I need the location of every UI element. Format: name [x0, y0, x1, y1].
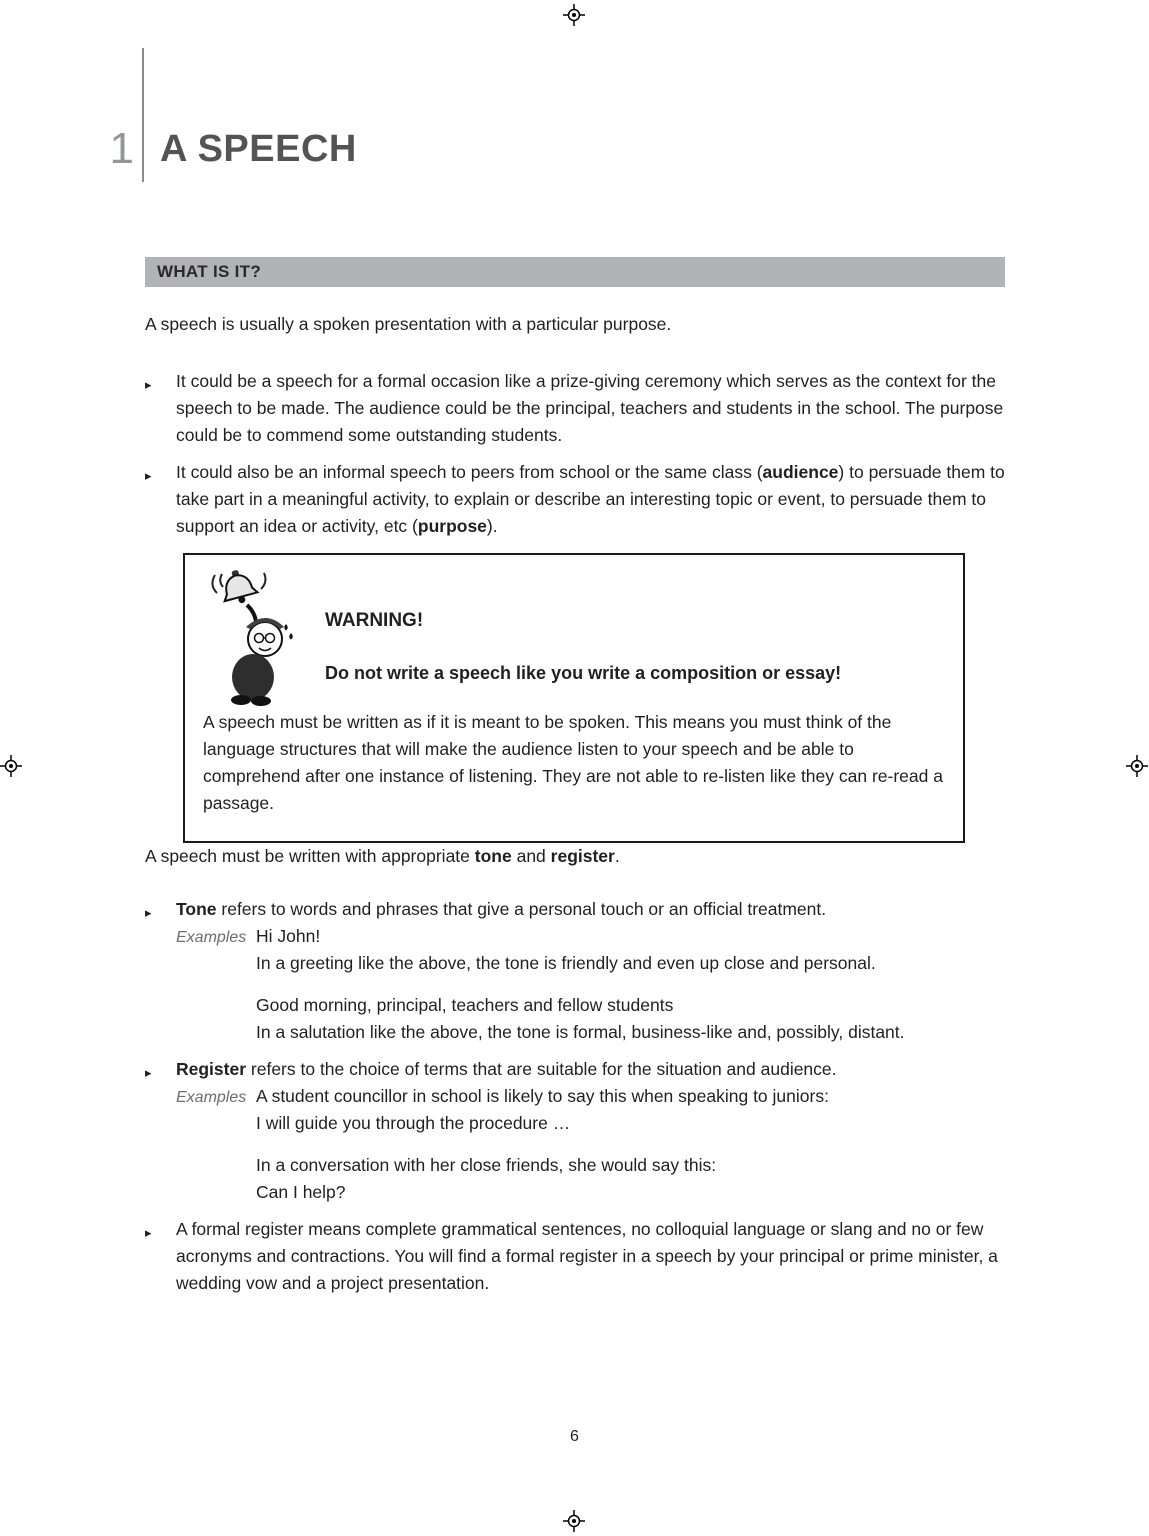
crosshair-icon — [1126, 755, 1148, 777]
paragraph-segment: A speech must be written with appropriate — [145, 846, 475, 866]
intro-paragraph: A speech is usually a spoken presentation with a particular purpose. — [145, 314, 672, 334]
bullet-text-segment: It could also be an informal speech to peers from school or the same class ( — [176, 462, 763, 482]
bullet-text: It could be a speech for a formal occasion like a prize-giving ceremony which serves as the context for the speech to be made. The audience could be the principal, teachers and students in the school. The purpose could be to commend some outstanding students. — [176, 371, 1004, 445]
examples-body — [256, 923, 1005, 1046]
tone-register-paragraph — [145, 843, 1005, 870]
chapter-number: 1 — [109, 124, 134, 173]
bullet-item-formal-occasion — [145, 368, 1005, 449]
examples-body — [256, 1083, 1005, 1206]
bullet-text: A formal register means complete grammatical sentences, no colloquial language or slang and no or few acronyms and contractions. You will find a formal register in a speech by your principal or prime minister, a wedding vow and a project presentation. — [176, 1219, 998, 1293]
paragraph-segment: and — [511, 846, 551, 866]
example-quote: I will guide you through the procedure … — [256, 1113, 571, 1133]
example-note: In a salutation like the above, the tone is formal, business-like and, possibly, distant. — [256, 1022, 905, 1042]
bullet-marker-icon: ▸ — [145, 1065, 152, 1080]
bullet-text-segment: ) to persuade them to take part in a meaningful activity, to explain or describe an interesting topic or event, to persuade them to support an idea or activity, etc ( — [176, 462, 1005, 536]
example-note: In a greeting like the above, the tone is friendly and even up close and personal. — [256, 953, 876, 973]
bell-ringer-cartoon-icon — [203, 567, 313, 707]
paragraph-segment: . — [614, 846, 620, 866]
bullet-text-bold-purpose: purpose — [417, 516, 487, 536]
warning-title: WARNING! — [325, 610, 424, 631]
warning-titles — [315, 567, 841, 709]
chapter-title: A SPEECH — [160, 128, 357, 170]
section-banner — [145, 257, 1005, 287]
bullet-text-segment: ). — [486, 516, 498, 536]
example-quote: Hi John! — [256, 926, 321, 946]
bullet-text-segment: refers to the choice of terms that are suitable for the situation and audience. — [246, 1059, 837, 1079]
warning-header — [203, 567, 943, 709]
page-number: 6 — [570, 1428, 579, 1445]
bullet-marker-icon: ▸ — [145, 377, 152, 392]
registration-mark-left — [0, 755, 22, 777]
bold-tone: tone — [474, 846, 512, 866]
chapter-divider — [142, 48, 144, 182]
registration-mark-top — [563, 4, 585, 26]
example-quote: Can I help? — [256, 1182, 346, 1202]
examples-block — [176, 923, 1005, 1046]
registration-mark-bottom — [563, 1510, 585, 1532]
bullet-item-tone — [145, 896, 1005, 1046]
bullet-item-formal-register — [145, 1216, 1005, 1297]
crosshair-icon — [0, 755, 22, 777]
section-banner-title: WHAT IS IT? — [157, 262, 262, 281]
bold-term-tone: Tone — [176, 899, 217, 919]
example-intro: In a conversation with her close friends, she would say this: — [256, 1155, 717, 1175]
registration-mark-right — [1126, 755, 1148, 777]
crosshair-icon — [563, 1510, 585, 1532]
bullet-text — [176, 1056, 1005, 1083]
examples-label: Examples — [176, 929, 247, 946]
bullet-marker-icon: ▸ — [145, 905, 152, 920]
bullet-item-register — [145, 1056, 1005, 1206]
bullet-text — [176, 459, 1005, 540]
bullet-text — [176, 896, 1005, 923]
bullet-item-informal-speech — [145, 459, 1005, 540]
bullet-content — [176, 1056, 1005, 1206]
example-quote: Good morning, principal, teachers and fellow students — [256, 995, 674, 1015]
bold-register: register — [550, 846, 615, 866]
warning-box — [183, 553, 965, 843]
bullet-text-bold-audience: audience — [762, 462, 839, 482]
example-intro: A student councillor in school is likely to say this when speaking to juniors: — [256, 1086, 829, 1106]
warning-subtitle: Do not write a speech like you write a composition or essay! — [325, 663, 842, 683]
bullet-marker-icon: ▸ — [145, 1225, 152, 1240]
bullet-marker-icon: ▸ — [145, 468, 152, 483]
page-content — [145, 311, 1005, 1297]
bold-term-register: Register — [176, 1059, 247, 1079]
examples-block — [176, 1083, 1005, 1206]
warning-cartoon-icon — [203, 567, 315, 709]
bullet-text-segment: refers to words and phrases that give a personal touch or an official treatment. — [216, 899, 827, 919]
crosshair-icon — [563, 4, 585, 26]
examples-label: Examples — [176, 1089, 247, 1106]
bullet-content — [176, 896, 1005, 1046]
warning-body: A speech must be written as if it is meant to be spoken. This means you must think of the language structures that will make the audience listen to your speech and be able to comprehend after one instance of listening. They are not able to re-listen like they can re-read a passage. — [203, 712, 943, 813]
